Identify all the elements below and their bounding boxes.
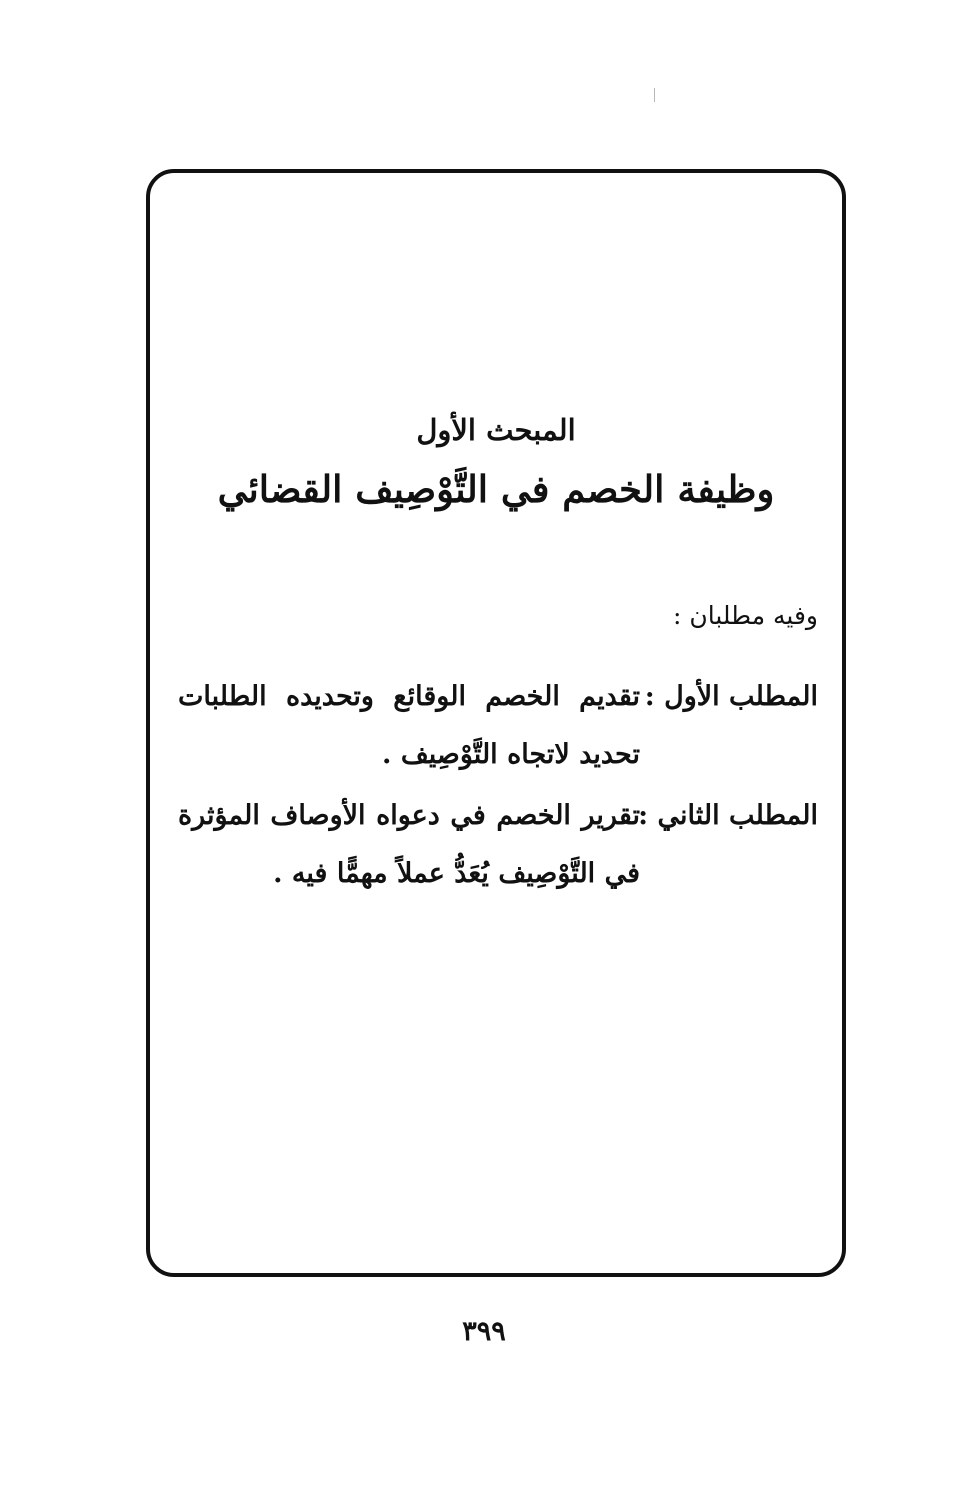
subsection-item-second — [178, 787, 818, 903]
subsection-label: المطلب الثاني : — [638, 800, 818, 831]
section-label: المبحث الأول — [416, 413, 576, 447]
subsection-item-first — [178, 668, 818, 784]
page-number: ٣٩٩ — [462, 1316, 506, 1347]
intro-text: وفيه مطلبان : — [673, 601, 818, 630]
subsection-label: المطلب الأول : — [644, 681, 818, 712]
subsection-text: تقرير الخصم في دعواه الأوصاف المؤثرة في التَّوْصِيف يُعَدُّ عملاً مهمًّا فيه . — [178, 800, 640, 889]
scan-mark — [654, 88, 655, 102]
section-title: وظيفة الخصم في التَّوْصِيف القضائي — [217, 467, 775, 511]
subsection-text: تقديم الخصم الوقائع وتحديده الطلبات تحديد لاتجاه التَّوْصِيف . — [178, 681, 640, 770]
